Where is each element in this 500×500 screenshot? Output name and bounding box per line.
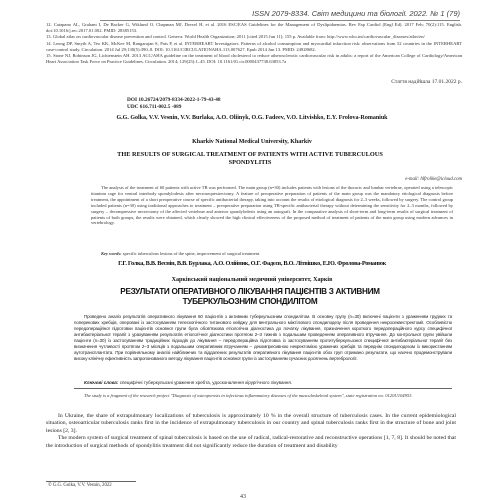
keywords-ua-text: специфічні туберкульозні ураження хребта, удосконалення хірургічного лікування.	[119, 380, 293, 385]
abstract-ua-text: Проведено аналіз результатів оперативного лікування 60 пацієнтів з активним туберкульозним спондилітом. В основну групу (n=30) включені пацієнти з ураженням грудних та поперекових хребців, оперовані із застосуванням телескопічного титанового кейджу для вентрального міжтілового спондилодезу після проведення некросеквестректомії. Особливістю передопераційної підготовки пацієнтів основної групи була обов'язкова етіологічна діагностика до початку лікування, призначення короткого передопераційного курсу специфічної антибактеріальної терапії з урахуванням результатів етіологічної діагностики протягом 2–3 тижнів з подальшим проведенням оперативного втручання. До контрольної групи увійшли пацієнти (n=30) із застосуванням традиційних підходів до лікування – передопераційна підготовка із застосуванням протитуберкульозної специфічної антибактеріальної терапії без визначення чутливості протягом 2–3 місяців з подальшим оперативним втручанням – декомпресивною некректомією уражених хребців та переднім спондилодезом із використанням аутотрансплантата. При порівняльному аналізі найближчих та віддалених результатів оперативного лікування пацієнтів обох груп отримано результати, що наочно продемонстрували високу клінічну ефективність запропонованого методу лікування пацієнтів основної групи із застосуванням сучасних досягнень вертебрології.	[74, 314, 452, 361]
article-title-ua: РЕЗУЛЬТАТИ ОПЕРАТИВНОГО ЛІКУВАННЯ ПАЦІЄНТІВ З АКТИВНИМ ТУБЕРКУЛЬОЗНИМ СПОНДИЛІТОМ	[120, 287, 380, 306]
copyright: © G.G. Golka, V.V. Vesnin, 2022	[48, 483, 112, 488]
article-title-en: THE RESULTS OF SURGICAL TREATMENT OF PATIENTS WITH ACTIVE TUBERCULOUS SPONDYLITIS	[117, 151, 383, 166]
page-number: 43	[240, 494, 246, 500]
keywords-en	[91, 251, 453, 257]
keywords-ua	[74, 380, 452, 386]
section-divider	[74, 388, 452, 389]
contact-email: e-mail: hlfrolike@icloud.com	[405, 177, 462, 182]
keywords-en-label: Key words:	[101, 251, 122, 256]
affiliation-en: Kharkiv National Medical University, Kharkiv	[192, 139, 312, 145]
project-footnote: The study is a fragment of the research project "Diagnosis of osteoporosis in infectious inflammatory diseases of the musculoskeletal system", state registration no. 0120U104953.	[84, 393, 413, 398]
reference-item: 14. Leong DP, Smyth A, Teo KK, McKee M, Rangarajan S, Pais P, et al. INTERHEART Investigators. Patterns of alcohol consumption and myocardial infarction risk: observations from 52 countries in the INTERHEART case-control study. Circulation. 2014 Jul 29;130(5):390–8. DOI: 10.1161/CIRCULATIONAHA.113.007627. Epub 2014 Jun 13. PMID: 24928682.	[46, 40, 462, 52]
reference-list	[46, 22, 462, 65]
copyright-divider	[46, 481, 136, 482]
authors-ua: Г.Г. Голка, В.В. Веснін, В.В. Бурлака, А.О. Олійник, О.Г. Фадєєв, В.О. Літвішко, Е.Ю. Фролова-Романюк	[118, 260, 386, 267]
body-paragraph: The modern system of surgical treatment of spinal tuberculosis is based on the use of radical, radical-restorative and reconstructive operations [1, 7, 8]. It should be noted that the introduction of surgical methods of spondylitis treatment did not significantly reduce the duration of treatment and disability	[46, 435, 456, 449]
abstract-en-text: The analysis of the treatment of 60 patients with active TB was performed. The main group (n=30) includes patients with lesions of the thoracic and lumbar vertebrae, operated using a telescopic titanium cage for ventral interbody spondylodesis after necrosequestrectomy. A feature of preoperative preparation of patients of the main group was the mandatory etiological diagnosis before treatment, the appointment of a short preoperative course of specific antibacterial therapy, taking into account the results of etiological diagnosis for 2–3 weeks, followed by surgery. The control group included patients (n=30) using traditional approaches to treatment – preoperative preparation using TB-specific antibacterial therapy without determining the sensitivity for 2–3 months, followed by surgery – decompressive necrectomy of the affected vertebrae and anterior spondylodesis using an autograft. In the comparative analysis of short-term and long-term results of surgical treatment of patients of both groups, the results were obtained, which clearly showed the high clinical effectiveness of the proposed method of treatment of patients of the main group using modern advances in vertebrology.	[91, 185, 453, 226]
udc: UDC 616.711-002.5 -089	[127, 104, 182, 110]
abstract-en	[91, 185, 453, 226]
doi-block	[127, 97, 221, 111]
keywords-ua-label: Ключові слова:	[84, 380, 119, 385]
reference-item: 15. Stone NJ, Robinson JG, Lichtenstein AH. 2013 ACC/AHA guideline on the treatment of blood cholesterol to reduce atherosclerotic cardiovascular risk in adults: a report of the American College of Cardiology/American Heart Association Task Force on Practice Guidelines. Circulation. 2014; 129(25):1–45. DOI: 10.1161/01.cir.0000437738.63853.7a	[46, 53, 462, 65]
journal-header: ISSN 2079-8334. Світ медицини та біології. 2022. № 1 (79)	[100, 9, 460, 21]
reference-item: 12. Catapano AL, Graham I, De Backer G, Wiklund O, Chapman MJ, Drexel H, et al. 2016 ESC/EAS Guidelines for the Management of Dyslipidaemias. Rev Esp Cardiol (Engl Ed). 2017 Feb; 70(2):115. English. doi:10.1016/j.rec.2017.01.002. PMID: 28385153.	[46, 22, 462, 34]
body-paragraph: In Ukraine, the share of extrapulmonary localizations of tuberculosis is approximately 10 % in the overall structure of tuberculosis cases. In the current epidemiological situation, osteoarticular tuberculosis ranks first in the incidence of extrapulmonary tuberculosis in our country and spinal tuberculosis ranks first in the structure of bone and joint lesions [2, 3].	[46, 413, 456, 434]
authors-en: G.G. Golka, V.V. Vesnin, V.V. Burlaka, A.O. Oliinyk, O.G. Fadeev, V.O. Litvishko, E.Y. Frolova-Romaniuk	[116, 115, 388, 121]
reference-item: 13. Global atlas on cardiovascular disease prevention and control. Geneva: World Health Organization; 2011 [cited 2015 Jun 11]; 155 p. Available from: http://www.who.int/cardiovascular_diseases/atlas/en/	[46, 34, 425, 40]
affiliation-ua: Харківський національний медичний університет, Харків	[171, 277, 333, 283]
received-date: Стаття надійшла 17.01.2022 р.	[391, 79, 462, 85]
doi: DOI 10.26724/2079-8334-2022-1-79-43-48	[127, 97, 221, 103]
article-body	[46, 413, 456, 450]
abstract-ua	[74, 314, 452, 362]
keywords-en-text: specific tuberculous lesions of the spine, improvement of surgical treatment.	[122, 251, 261, 256]
